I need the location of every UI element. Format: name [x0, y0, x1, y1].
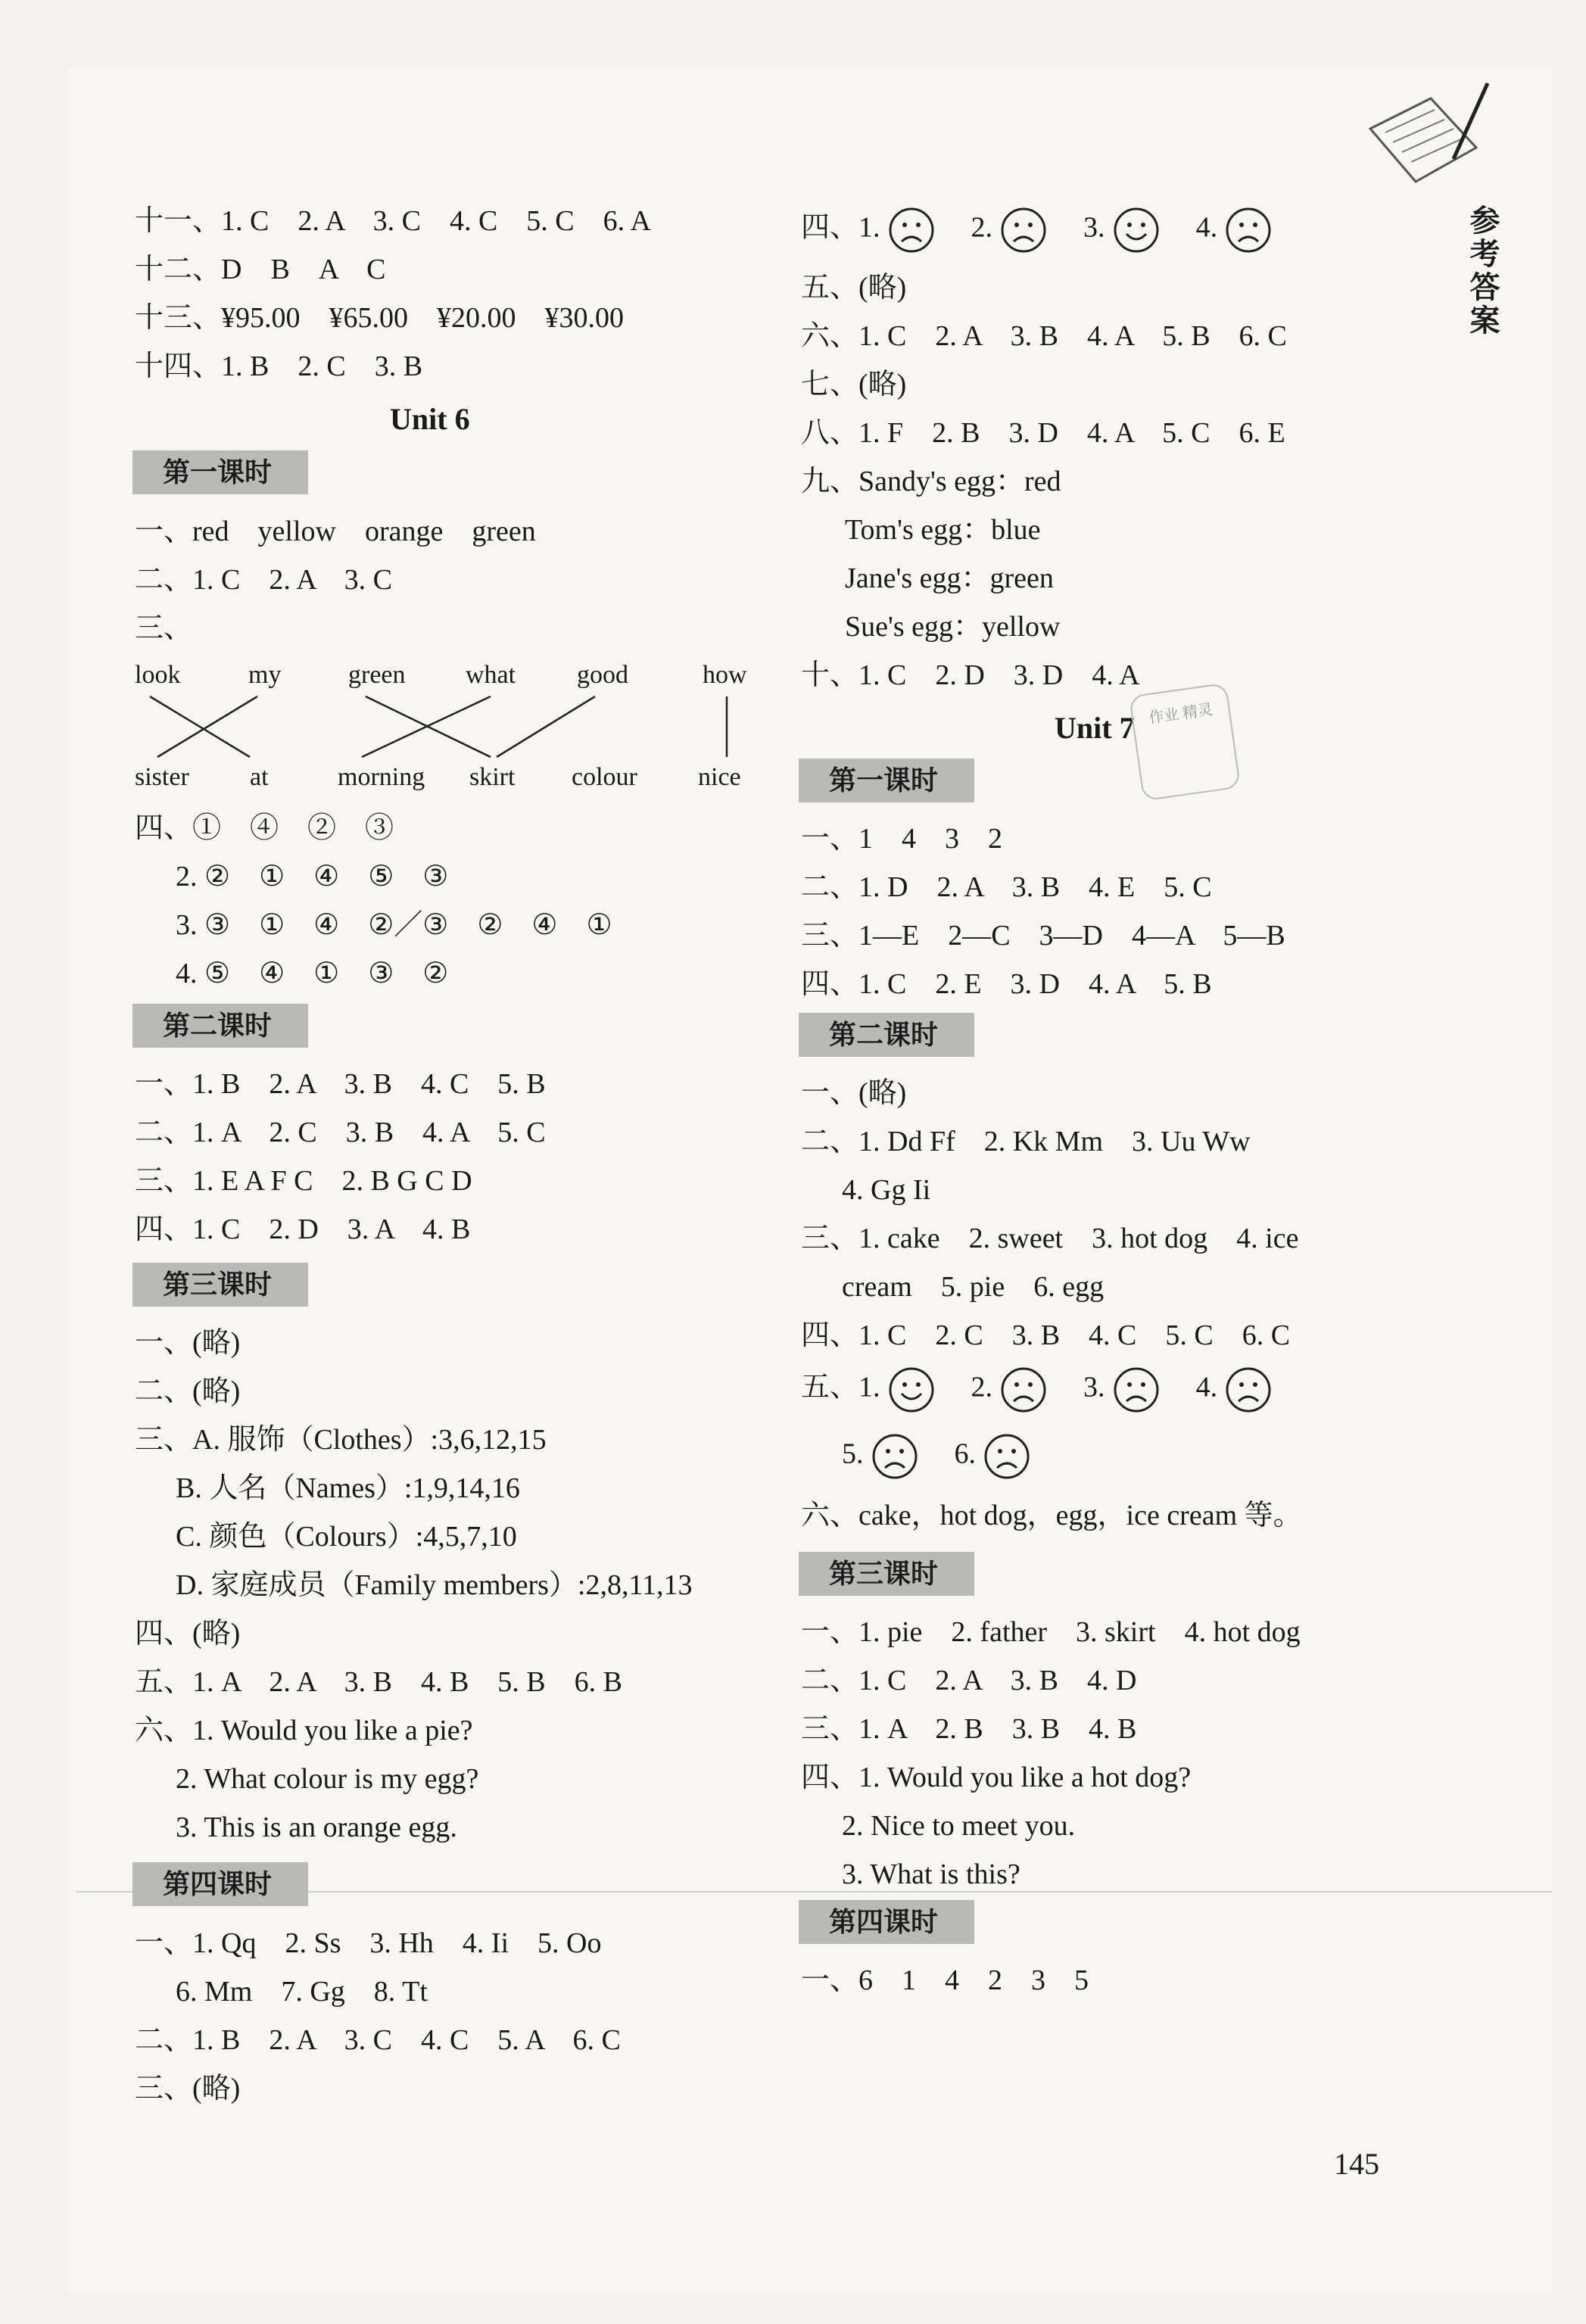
sad-face-icon [1225, 1366, 1272, 1413]
answer-line: 三、1. E A F C 2. B G C D [135, 1165, 472, 1197]
sad-face-icon [1000, 1366, 1047, 1413]
answer-line: 3. What is this? [842, 1858, 1020, 1890]
answer-line: 三、1—E 2—C 3—D 4—A 5—B [801, 920, 1285, 952]
lesson-heading: 第一课时 [132, 450, 308, 494]
match-word-bottom: morning [338, 763, 425, 791]
answer-line: D. 家庭成员（Family members）:2,8,11,13 [176, 1569, 693, 1601]
answer-line: 十三、¥95.00 ¥65.00 ¥20.00 ¥30.00 [135, 302, 625, 334]
answer-line: 十、1. C 2. D 3. D 4. A [801, 659, 1140, 691]
answer-line: 四、① ④ ② ③ [135, 812, 394, 844]
answer-line: 四、1. Would you like a hot dog? [801, 1762, 1192, 1793]
answer-line: 七、(略) [801, 369, 907, 400]
stamp-watermark: 作业 精灵 [1129, 683, 1241, 802]
answer-line: Sue's egg：yellow [845, 611, 1061, 643]
match-word-bottom: colour [572, 763, 637, 791]
answer-line: 一、1 4 3 2 [801, 823, 1003, 855]
answer-line: 二、1. C 2. A 3. C [135, 564, 392, 596]
lesson-heading: 第四课时 [799, 1900, 974, 1944]
answer-line: cream 5. pie 6. egg [842, 1271, 1105, 1303]
match-word-top: how [703, 661, 747, 689]
item-number: 6. [954, 1438, 977, 1470]
answer-line: 二、1. A 2. C 3. B 4. A 5. C [135, 1117, 546, 1148]
match-line [497, 696, 595, 757]
match-word-bottom: sister [135, 763, 189, 791]
answer-line: 2. What colour is my egg? [176, 1763, 479, 1795]
match-word-bottom: nice [698, 763, 741, 791]
item-number: 4. [1195, 1371, 1218, 1403]
answer-line: 六、1. C 2. A 3. B 4. A 5. B 6. C [801, 320, 1287, 352]
match-word-top: my [248, 661, 282, 689]
answer-line: 六、cake，hot dog，egg，ice cream 等。 [801, 1500, 1302, 1531]
answer-line: 一、1. B 2. A 3. B 4. C 5. B [135, 1068, 546, 1100]
happy-face-icon [888, 1366, 935, 1413]
item-number: 1. [858, 211, 880, 244]
answer-line: 四、(略) [135, 1618, 241, 1650]
answer-line: 二、(略) [135, 1375, 241, 1407]
match-word-top: look [135, 661, 181, 689]
answer-line: 三、1. cake 2. sweet 3. hot dog 4. ice [801, 1223, 1299, 1254]
item-number: 1. [858, 1371, 880, 1403]
smiley-row: 四、1. 2. 3. 4. [801, 207, 1308, 254]
answer-line: 二、1. C 2. A 3. B 4. D [801, 1665, 1137, 1696]
lesson-heading: 第二课时 [132, 1004, 308, 1048]
answer-line: 五、1. A 2. A 3. B 4. B 5. B 6. B [135, 1666, 622, 1698]
sad-face-icon [1225, 207, 1272, 254]
answer-line: 十四、1. B 2. C 3. B [135, 350, 423, 382]
answer-line: 一、6 1 4 2 3 5 [801, 1964, 1089, 1996]
answer-line: 三、1. A 2. B 3. B 4. B [801, 1713, 1137, 1745]
answer-line: 4. Gg Ii [842, 1174, 931, 1206]
item-number: 3. [1083, 1371, 1105, 1403]
answer-line: 八、1. F 2. B 3. D 4. A 5. C 6. E [801, 417, 1285, 449]
answer-line: C. 颜色（Colours）:4,5,7,10 [176, 1521, 517, 1553]
answer-line: 五、(略) [801, 272, 907, 304]
answer-line: 三、(略) [135, 2073, 241, 2104]
answer-line: 二、1. B 2. A 3. C 4. C 5. A 6. C [135, 2024, 621, 2056]
match-line [150, 696, 250, 757]
sad-face-icon [871, 1433, 918, 1480]
sad-face-icon [983, 1433, 1030, 1480]
answer-line: 4. ⑤ ④ ① ③ ② [176, 958, 449, 989]
answer-line: 三、A. 服饰（Clothes）:3,6,12,15 [135, 1424, 547, 1456]
answer-line: Jane's egg：green [845, 562, 1054, 594]
side-title: 参考答案 [1466, 204, 1500, 338]
answer-line: 十二、D B A C [135, 254, 386, 285]
answer-line: 二、1. Dd Ff 2. Kk Mm 3. Uu Ww [801, 1126, 1251, 1157]
smiley-row [842, 1433, 1067, 1480]
lesson-heading: 第一课时 [799, 759, 974, 802]
smiley-row: 五、1. 2. 3. 4. [801, 1366, 1308, 1413]
match-word-top: what [466, 661, 516, 689]
answer-line: 二、1. D 2. A 3. B 4. E 5. C [801, 871, 1212, 903]
answer-line: B. 人名（Names）:1,9,14,16 [176, 1472, 520, 1504]
answer-line: 四、1. C 2. D 3. A 4. B [135, 1213, 471, 1245]
answer-line: 3. ③ ① ④ ②／③ ② ④ ① [176, 909, 612, 941]
answer-line: 四、1. C 2. E 3. D 4. A 5. B [801, 968, 1212, 1000]
answer-line: 3. This is an orange egg. [176, 1812, 457, 1843]
item-number: 2. [971, 1371, 993, 1403]
answer-line: 2. Nice to meet you. [842, 1810, 1076, 1842]
unit-title: Unit 7 [1055, 711, 1135, 745]
answer-line: 六、1. Would you like a pie? [135, 1715, 473, 1746]
notebook-pen-icon [1363, 76, 1491, 189]
answer-line: 2. ② ① ④ ⑤ ③ [176, 861, 449, 893]
happy-face-icon [1113, 207, 1160, 254]
lesson-heading: 第三课时 [132, 1263, 308, 1307]
answer-line: 一、1. pie 2. father 3. skirt 4. hot dog [801, 1616, 1301, 1648]
match-line [157, 696, 257, 757]
answer-line: 6. Mm 7. Gg 8. Tt [176, 1976, 428, 2008]
item-number: 4. [1195, 211, 1218, 244]
sad-face-icon [888, 207, 935, 254]
match-word-top: green [348, 661, 406, 689]
matching-lines [135, 693, 892, 799]
match-word-bottom: skirt [469, 763, 516, 791]
item-number: 5. [842, 1438, 864, 1470]
item-number: 2. [971, 211, 993, 244]
answer-line: 一、(略) [135, 1327, 241, 1359]
page-number: 145 [1334, 2147, 1379, 2181]
match-word-top: good [577, 661, 628, 689]
answer-line: Tom's egg：blue [845, 514, 1041, 546]
answer-line: 一、red yellow orange green [135, 516, 536, 547]
answer-line: 十一、1. C 2. A 3. C 4. C 5. C 6. A [135, 205, 651, 237]
lesson-heading: 第二课时 [799, 1013, 974, 1057]
answer-line: 三、 [135, 612, 193, 644]
answer-line: 九、Sandy's egg：red [801, 466, 1061, 497]
answer-line: 四、1. C 2. C 3. B 4. C 5. C 6. C [801, 1319, 1291, 1351]
unit-title: Unit 6 [390, 402, 470, 436]
answer-line: 一、1. Qq 2. Ss 3. Hh 4. Ii 5. Oo [135, 1927, 602, 1959]
sad-face-icon [1113, 1366, 1160, 1413]
sad-face-icon [1000, 207, 1047, 254]
lesson-heading: 第三课时 [799, 1552, 974, 1596]
lesson-heading: 第四课时 [132, 1862, 308, 1906]
answer-line: 一、(略) [801, 1077, 907, 1109]
item-number: 3. [1083, 211, 1105, 244]
match-word-bottom: at [250, 763, 269, 791]
